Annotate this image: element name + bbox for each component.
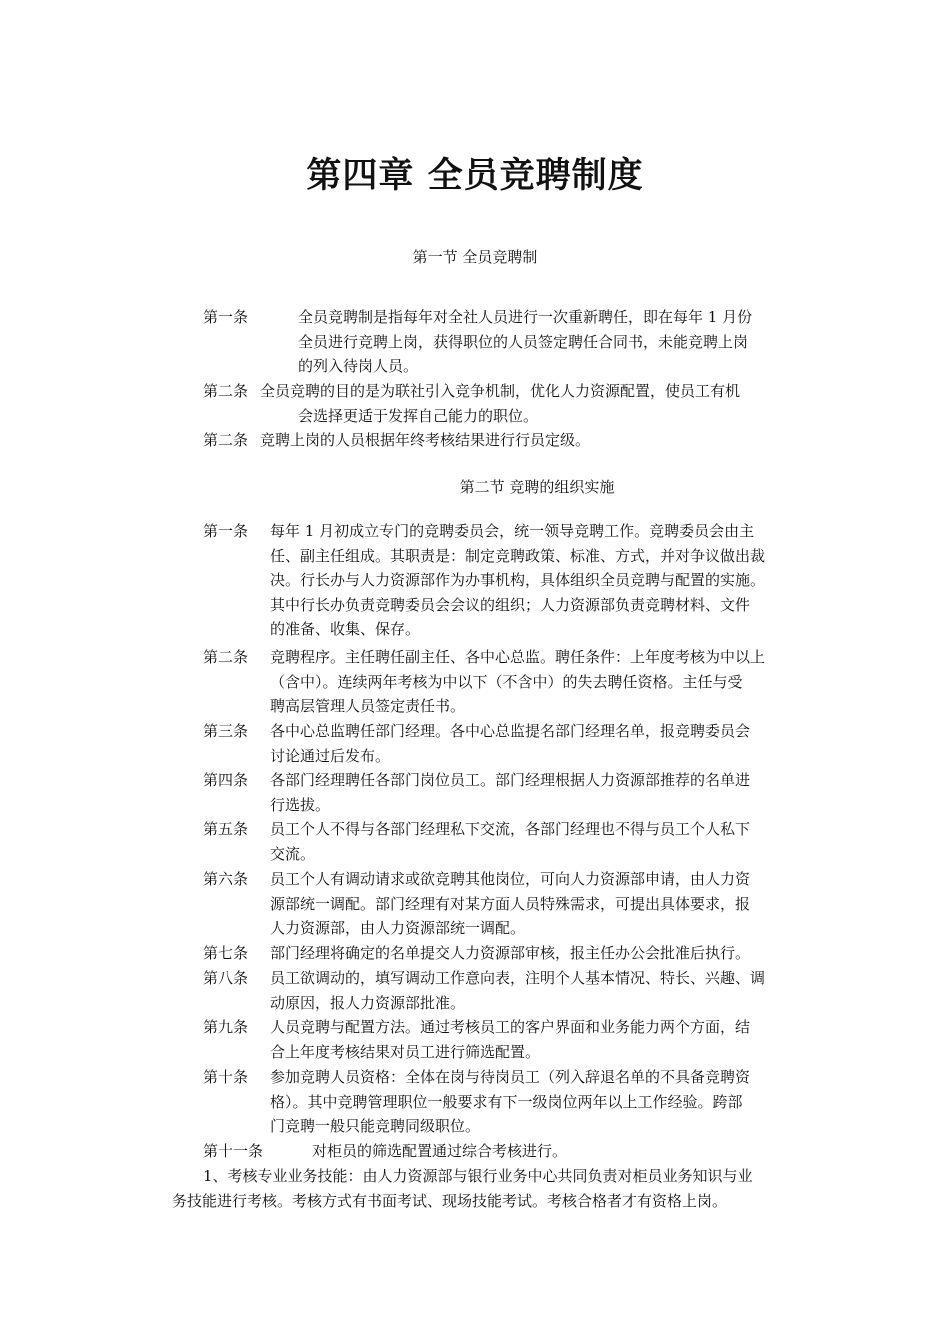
article <box>203 645 765 719</box>
article-line: 的列入待岗人员。 <box>298 357 419 375</box>
article-line: 决。行长办与人力资源部作为办事机构，具体组织全员竞聘与配置的实施。 <box>270 571 766 589</box>
article-line: 行选拔。 <box>270 795 331 814</box>
article-line: 讨论通过后发布。 <box>270 746 391 765</box>
article-line: 交流。 <box>270 844 316 863</box>
article-label: 第五条 <box>203 820 249 838</box>
article-line: 门竞聘一般只能竞聘同级职位。 <box>270 1117 481 1135</box>
article-line: 其中行长办负责竞聘委员会会议的组织；人力资源部负责竞聘材料、文件 <box>270 595 751 614</box>
article-label: 第七条 <box>203 944 249 962</box>
article-line: （含中）。连续两年考核为中以下（不含中）的失去聘任资格。主任与受 <box>270 672 743 691</box>
article <box>203 1139 567 1164</box>
article-label: 第一条 <box>203 522 249 540</box>
article-label: 第一条 <box>203 308 249 326</box>
article-line: 各中心总监聘任部门经理。各中心总监提名部门经理名单，报竞聘委员会 <box>270 722 751 740</box>
article-line: 每年 1 月初成立专门的竞聘委员会，统一领导竞聘工作。竞聘委员会由主 <box>270 522 755 540</box>
article-line: 的准备、收集、保存。 <box>270 620 421 638</box>
article-line: 员工欲调动的，填写调动工作意向表，注明个人基本情况、特长、兴趣、调 <box>270 969 766 987</box>
article <box>203 768 750 817</box>
article-line: 参加竞聘人员资格：全体在岗与待岗员工（列入辞退名单的不具备竞聘资 <box>270 1068 751 1086</box>
article-line: 动原因，报人力资源部批准。 <box>270 993 466 1012</box>
article-label: 第二条 <box>203 431 249 449</box>
article <box>203 379 740 428</box>
article-label: 第四条 <box>203 771 249 789</box>
article-line: 各部门经理聘任各部门岗位员工。部门经理根据人力资源部推荐的名单进 <box>270 771 751 789</box>
section-heading-1: 第一节 全员竞聘制 <box>412 248 538 266</box>
article <box>203 817 750 866</box>
body-paragraph-line: 务技能进行考核。考核方式有书面考试、现场技能考试。考核合格者才有资格上岗。 <box>172 1192 728 1210</box>
article-label: 第九条 <box>203 1018 249 1036</box>
article-label: 第二条 <box>203 648 249 666</box>
article-line: 格）。其中竞聘管理职位一般要求有下一级岗位两年以上工作经验。跨部 <box>270 1092 743 1111</box>
article-label: 第十条 <box>203 1068 249 1086</box>
article-line: 员工个人不得与各部门经理私下交流，各部门经理也不得与员工个人私下 <box>270 820 751 838</box>
article <box>203 719 750 768</box>
article <box>203 966 765 1015</box>
section-heading-2: 第二节 竞聘的组织实施 <box>459 478 615 496</box>
body-paragraph-line: 1、考核专业业务技能：由人力资源部与银行业务中心共同负责对柜员业务知识与业 <box>203 1167 753 1185</box>
article-line: 全员竞聘的目的是为联社引入竞争机制，优化人力资源配置，使员工有机 <box>260 382 741 400</box>
article-label: 第二条 <box>203 382 249 400</box>
article-label: 第三条 <box>203 722 249 740</box>
article <box>203 1065 750 1139</box>
article-line: 源部统一调配。部门经理有对某方面人员特殊需求，可提出具体要求，报 <box>270 894 751 913</box>
article <box>203 428 590 453</box>
article-line: 会选择更适于发挥自己能力的职位。 <box>298 406 539 425</box>
article <box>203 519 765 642</box>
article-line: 合上年度考核结果对员工进行筛选配置。 <box>270 1042 541 1061</box>
article-line: 员工个人有调动请求或欲竞聘其他岗位，可向人力资源部申请，由人力资 <box>270 870 751 888</box>
article-line: 任、副主任组成。其职责是：制定竞聘政策、标准、方式，并对争议做出裁 <box>270 546 766 565</box>
article <box>203 867 750 941</box>
article-label: 第十一条 <box>203 1142 264 1160</box>
article <box>203 941 750 966</box>
chapter-title: 第四章 全员竞聘制度 <box>306 155 644 196</box>
article-line: 对柜员的筛选配置通过综合考核进行。 <box>312 1142 568 1160</box>
article <box>203 305 752 379</box>
article-line: 人力资源部，由人力资源部统一调配。 <box>270 919 526 937</box>
article-label: 第八条 <box>203 969 249 987</box>
article-line: 全员竞聘制是指每年对全社人员进行一次重新聘任，即在每年 1 月份 <box>298 308 753 326</box>
article-line: 竞聘上岗的人员根据年终考核结果进行行员定级。 <box>260 431 591 449</box>
article <box>203 1015 750 1064</box>
article-line: 全员进行竞聘上岗，获得职位的人员签定聘任合同书，未能竞聘上岗 <box>298 332 749 351</box>
article-line: 聘高层管理人员签定责任书。 <box>270 697 466 715</box>
article-line: 竞聘程序。主任聘任副主任、各中心总监。聘任条件：上年度考核为中以上 <box>270 648 766 666</box>
article-line: 人员竞聘与配置方法。通过考核员工的客户界面和业务能力两个方面，结 <box>270 1018 751 1036</box>
article-label: 第六条 <box>203 870 249 888</box>
article-line: 部门经理将确定的名单提交人力资源部审核，报主任办公会批准后执行。 <box>270 944 751 962</box>
